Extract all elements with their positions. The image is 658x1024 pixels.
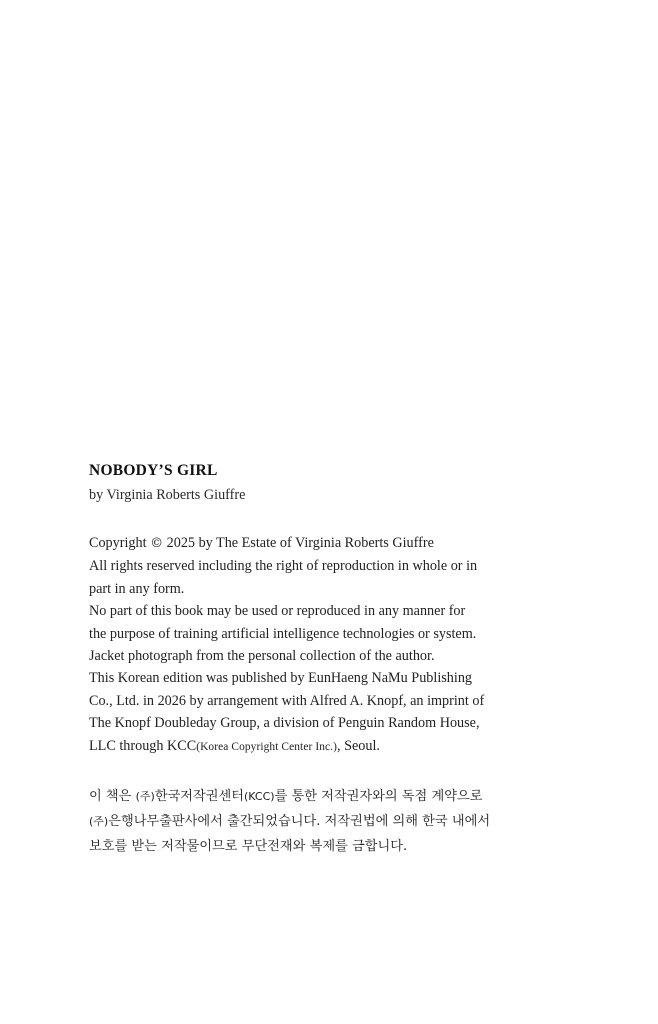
legal-line-ai-training-1: No part of this book may be used or reproduced in any manner for — [89, 603, 466, 620]
kcc-prefix-text: LLC through KCC — [89, 737, 197, 754]
korean-line1-kcc-abbrev: (KCC) — [244, 790, 275, 804]
legal-line-jacket-photo: Jacket photograph from the personal collection of the author. — [89, 648, 435, 665]
legal-line-kcc-seoul — [89, 735, 559, 758]
copyright-text-block — [89, 461, 559, 859]
korean-line1-corp-mark-1: (주) — [135, 790, 155, 804]
korean-line2-segment-b: 은행나무출판사에서 출간되었습니다. 저작권법에 의해 한국 내에서 — [108, 814, 491, 830]
legal-line-rights-reserved-1: All rights reserved including the right of reproduction in whole or in — [89, 558, 478, 575]
book-title: NOBODY’S GIRL — [89, 462, 218, 479]
korean-legal-line-1 — [89, 784, 559, 809]
legal-line-rights-reserved-2: part in any form. — [89, 580, 185, 597]
korean-legal-line-2 — [89, 809, 559, 834]
korean-line1-segment-c: 를 통한 저작권자와의 독점 계약으로 — [274, 789, 483, 805]
korean-legal-paragraph — [89, 784, 559, 859]
copyright-prefix-text: Copyright — [89, 535, 151, 551]
legal-line-korean-edition-2: Co., Ltd. in 2026 by arrangement with Alfred A. Knopf, an imprint of — [89, 692, 485, 709]
korean-line1-segment-b: 한국저작권센터 — [154, 789, 245, 805]
korean-line2-corp-mark: (주) — [89, 815, 109, 829]
book-author-line: by Virginia Roberts Giuffre — [89, 487, 246, 503]
legal-line-copyright — [89, 532, 559, 555]
copyright-suffix-text: 2025 by The Estate of Virginia Roberts Giuffre — [163, 535, 434, 551]
copyright-symbol-icon: © — [150, 535, 164, 551]
korean-line1-segment-a: 이 책은 — [89, 789, 136, 805]
korean-legal-line-3: 보호를 받는 저작물이므로 무단전재와 복제를 금합니다. — [89, 839, 408, 855]
kcc-suffix-text: , Seoul. — [337, 737, 380, 754]
english-legal-paragraph — [89, 532, 559, 758]
title-group — [89, 461, 559, 506]
legal-line-korean-edition-1: This Korean edition was published by EunHaeng NaMu Publishing — [89, 670, 473, 687]
kcc-full-name-text: (Korea Copyright Center Inc.) — [196, 740, 338, 753]
legal-line-korean-edition-3: The Knopf Doubleday Group, a division of Penguin Random House, — [89, 715, 480, 732]
legal-line-ai-training-2: the purpose of training artificial intelligence technologies or system. — [89, 625, 477, 642]
